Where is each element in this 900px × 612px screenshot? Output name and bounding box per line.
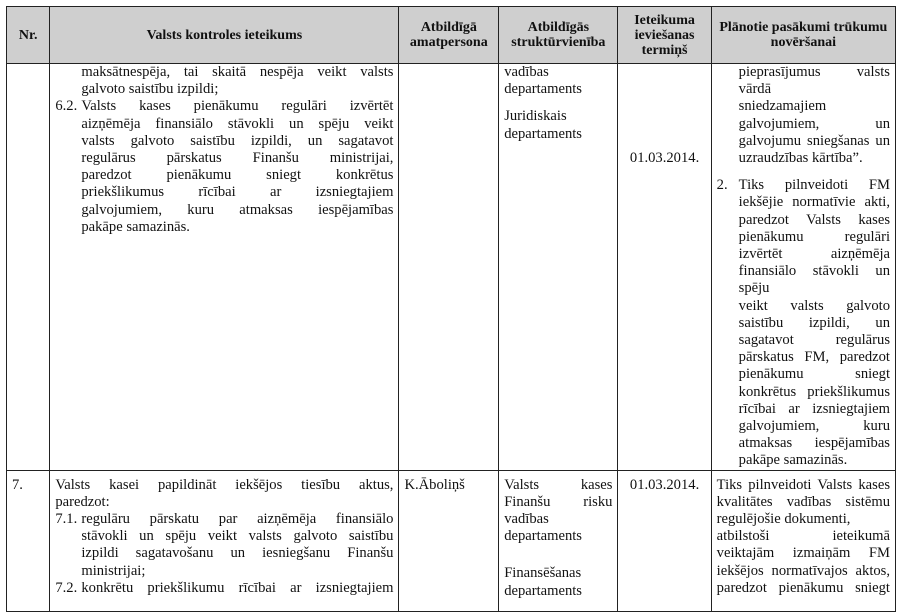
text-line: pārskatus FM, paredzot [738,349,890,366]
deadline-text: 01.03.2014. [629,150,700,166]
text-line: uzraudzības kārtība”. [738,150,863,167]
text-line: galvojumiem, kuru [738,418,890,435]
text-line: galvojumiem, un [738,115,890,132]
text-line: Tiks pilnveidoti FM [738,177,890,194]
text-line: paredzot pienākumu sniegt [716,579,890,596]
text-line: Valsts kasei papildināt iekšējos tiesību aktus, [55,476,394,493]
header-measures: Plānotie pasākumi trūkumu novēršanai [711,7,895,64]
item-number: 2. [716,177,728,194]
cell-deadline [618,470,711,611]
text-line: vadības [504,511,549,528]
item-number: 7.2. [55,579,78,596]
text-line: Valsts kases pienākumu regulāri izvērtēt [81,98,394,115]
text-line: finansiālo stāvokli un spēju [738,263,890,297]
header-recommendation: Valsts kontroles ieteikums [50,7,399,64]
cell-deadline [618,64,711,471]
text-line: rīcībai ar izsniegtajiem [738,400,890,417]
text-line: pakāpe samazinās. [738,452,848,469]
text-line: pakāpe samazinās. [81,218,190,235]
text-line: Juridiskais [504,108,567,125]
text-line: ministrijai; [81,562,146,579]
text-line: konkrētu priekšlikumu rīcībai ar izsniegtajiem [81,579,394,596]
text-line: iekšējos normatīvajos aktos, [716,562,890,579]
text-line: regulārus pārskatus Finanšu ministrijai, [81,150,394,167]
cell-measures [711,64,895,471]
deadline-text: 01.03.2014. [629,476,700,493]
text-line: izvērtēt aizņēmēja [738,246,890,263]
cell-recommendation [50,470,399,611]
recommendations-table [6,6,896,612]
text-line: departaments [504,125,582,142]
cell-unit [499,470,618,611]
text-line: paredzot Valsts kases [738,211,890,228]
list-item [55,98,393,236]
text-line: galvojumiem, kuru atmaksas iespējamības [81,201,394,218]
text-line: regulējošie dokumenti, [716,511,851,528]
header-deadline: Ieteikuma ieviešanas termiņš [618,7,711,64]
item-number: 6.2. [55,98,78,115]
text-line: kvalitātes vadības sistēmu [716,493,890,510]
cell-official [399,64,499,471]
text-line: aizņēmēja finansiālo stāvokli un spēju veikt [81,115,394,132]
text-line: Finanšu risku [504,493,613,510]
text-line: maksātnespēja, tai skaitā nespēja veikt valsts [81,64,394,80]
text-line: Finansēšanas [504,565,582,582]
table-header-row [7,7,896,64]
header-unit: Atbildīgās struktūrvienība [499,7,618,64]
text-line: pieprasījumus valsts vārdā [738,64,890,98]
table-row [7,470,896,611]
text-line: veiktajām izmaiņām FM [716,545,890,562]
text-line: galvojumu sniegšanas un [738,132,890,149]
text-line: izpildi sagatavošanu un iesniegšanu Finanšu [81,545,394,562]
text-line: paredzot pienākumu sniegt konkrētus [81,167,394,184]
list-item [55,511,393,580]
item-number: 7.1. [55,511,78,528]
cell-nr: 7. [7,470,50,611]
text-line: valsts galvoto saistību izpildi, un sagatavot [81,132,394,149]
text-line: priekšlikumus rīcībai ar izsniegtajiem [81,184,394,201]
text-line: Tiks pilnveidoti Valsts kases [716,476,890,493]
text-line: atbilstoši ieteikumā [716,528,890,545]
header-official: Atbildīgā amatpersona [399,7,499,64]
header-nr: Nr. [7,7,50,64]
cell-unit [499,64,618,471]
text-line: sniedzamajiem [738,98,827,115]
list-item [55,580,393,597]
text-line: atmaksas iespējamības [738,435,890,452]
text-line: veikt valsts galvoto [738,297,890,314]
cell-measures [711,470,895,611]
cell-nr [7,64,50,471]
text-line: departaments [504,582,582,599]
text-line: saistību izpildi, un [738,314,890,331]
text-line: departaments [504,528,582,545]
text-line: sagatavot regulārus [738,332,890,349]
text-line: iekšējie normatīvie akti, [738,194,890,211]
text-line: departaments [504,81,582,98]
text-line: galvoto saistību izpildi; [81,81,219,98]
list-item [717,177,890,469]
cell-recommendation [50,64,399,471]
text-line: Valsts kases [504,476,613,493]
text-line: konkrētus priekšlikumus [738,383,890,400]
text-line: pienākumu regulāri [738,228,890,245]
text-line: stāvokli un spēju veikt valsts galvoto saistību [81,528,394,545]
text-line: vadības [504,64,549,80]
text-line: pienākumu sniegt [738,366,890,383]
cell-official: K.Āboliņš [399,470,499,611]
text-line: regulāru pārskatu par aizņēmēja finansiālo [81,511,394,528]
table-row [7,64,896,471]
text-line: paredzot: [55,493,110,510]
